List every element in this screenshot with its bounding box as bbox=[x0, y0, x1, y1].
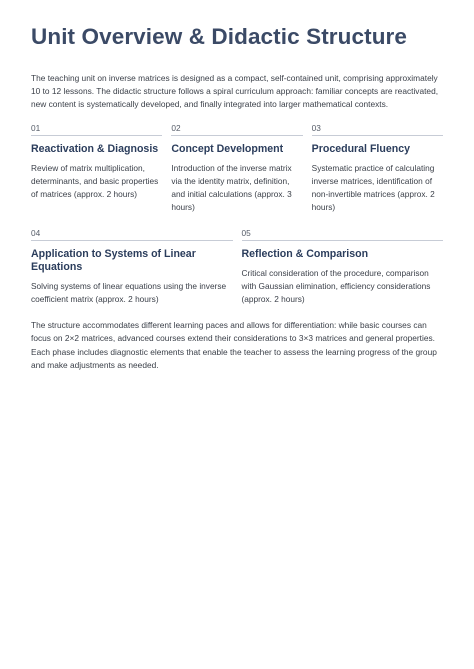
phase-card-01 bbox=[31, 123, 162, 214]
phase-card-04 bbox=[31, 228, 233, 306]
phase-number: 04 bbox=[31, 228, 233, 241]
phase-title: Reflection & Comparison bbox=[241, 247, 369, 260]
phase-number: 03 bbox=[312, 123, 443, 136]
phase-grid-top bbox=[31, 123, 443, 214]
phase-card-02 bbox=[171, 123, 302, 214]
phase-description: Review of matrix multiplication, determinants, and basic properties of matrices (approx. 2 hours) bbox=[31, 162, 159, 199]
phase-number: 01 bbox=[31, 123, 162, 136]
phase-description: Critical consideration of the procedure, comparison with Gaussian elimination, efficiency considerations (approx. 2 hours) bbox=[241, 267, 431, 305]
outro-paragraph: The structure accommodates different learning paces and allows for differentiation: while basic courses can focus on 2×2 matrices, advanced courses extend their considerations to 3×3 matrices and general properties. Each phase includes diagnostic elements that enable the teacher to assess the learning progress of the group and make adjustments as needed. bbox=[31, 320, 437, 370]
phase-description: Solving systems of linear equations using the inverse coefficient matrix (approx. 2 hours) bbox=[31, 280, 227, 305]
phase-card-03 bbox=[312, 123, 443, 214]
phase-description: Systematic practice of calculating inverse matrices, identification of non-invertible matrices (approx. 2 hours) bbox=[311, 162, 435, 212]
phase-card-05 bbox=[242, 228, 444, 306]
phase-number: 02 bbox=[171, 123, 302, 136]
phase-description: Introduction of the inverse matrix via the identity matrix, definition, and initial calculations (approx. 3 hours) bbox=[171, 162, 292, 212]
page-title: Unit Overview & Didactic Structure bbox=[31, 24, 408, 49]
phase-title: Procedural Fluency bbox=[311, 142, 410, 155]
intro-paragraph: The teaching unit on inverse matrices is designed as a compact, self-contained unit, comprising approximately 10 to 12 lessons. The didactic structure follows a spiral curriculum approach: familiar concepts are reactivated, new content is systematically developed, and finally integrated into larger mathematical contexts. bbox=[31, 73, 439, 110]
phase-title: Application to Systems of Linear Equations bbox=[31, 247, 196, 273]
phase-grid-bottom bbox=[31, 228, 443, 306]
phase-number: 05 bbox=[242, 228, 444, 241]
phase-title: Concept Development bbox=[171, 142, 284, 155]
phase-title: Reactivation & Diagnosis bbox=[31, 142, 159, 155]
